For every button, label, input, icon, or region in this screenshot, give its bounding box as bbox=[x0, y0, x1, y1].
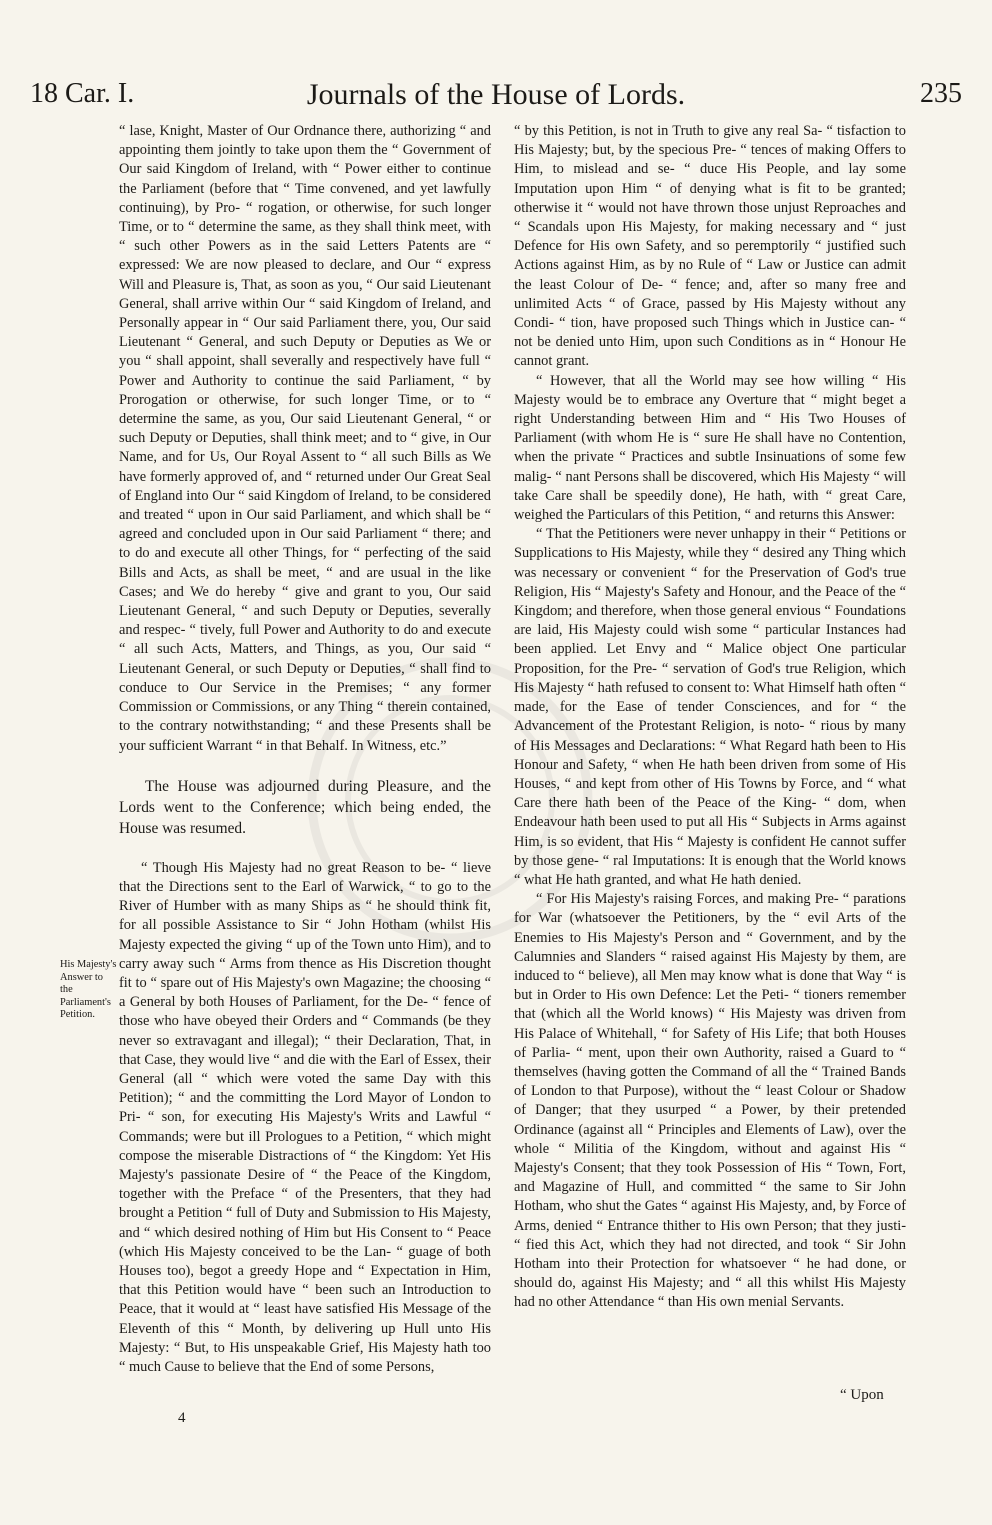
right-column bbox=[514, 122, 906, 1313]
margin-note: His Majesty's Answer to the Parliament's Petition. bbox=[60, 959, 117, 1021]
commission-text: “ lase, Knight, Master of Our Ordnance there, authorizing “ and appointing them jointly to take upon them the “ Government of Our said Kingdom of Ireland, with “ Power either to continue the Parliament (before that “ Time convened, and yet lawfully continuing), by Pro- “ rogation, or otherwise, for such longer Time, or to “ determine the same, as they shall think meet, with “ such other Powers as in the said Letters Patents are “ expressed: We are now pleased to declare, and Our “ express Will and Pleasure is, That, as soon as you, “ Our said Lieutenant General, shall arrive within Our “ said Kingdom of Ireland, and Personally appear in “ Our said Parliament there, you, Our said Lieutenant “ General, and such Deputy or Deputies as We or you “ shall appoint, shall severally and respectively have full “ Power and Authority to continue the said Parliament, “ by Prorogation or otherwise, for such longer Time, or to “ determine the same, as you, Our said Lieutenant General, “ or such Deputy or Deputies, shall think meet; and to “ give, in Our Name, and for Us, Our Royal Assent to “ all such Bills as We have formerly approved of, and “ returned under Our Great Seal of England into Our “ said Kingdom of Ireland, to be considered and treated “ upon in Our said Parliament, and which shall be “ agreed and concluded upon in Our said Parliament “ there; and to do and execute all other Things, for “ perfecting of the said Bills and Acts, as shall be meet, “ and are usual in the like Cases; and We do hereby “ give and grant to you, Our said Lieutenant General, “ and such Deputy or Deputies, severally and respec- “ tively, full Power and Authority to do and execute “ all such Acts, Matters, and Things, as you, Our said “ Lieutenant General, or such Deputy or Deputies, “ shall find to conduce to Our Service in the Premises; “ any former Commission or Commissions, or any Thing “ therein contained, to the contrary notwithstanding; “ and these Presents shall be your sufficient Warrant “ in that Behalf. In Witness, etc.” bbox=[119, 123, 491, 754]
answer-paragraph-1: “ by this Petition, is not in Truth to give any real Sa- “ tisfaction to His Majesty; but, by the specious Pre- “ tences of making Offers to Him, to mislead and se- “ duce His People, and lay some Imputation upon Him “ of denying what is fit to be granted; otherwise it “ would not have thrown those unjust Reproaches and “ Scandals upon His Majesty, for making necessary and “ just Defence for His own Safety, and so peremptorily “ justified such Actions against Him, as by no Rule of “ Law or Justice can admit the least Colour of De- “ fence; and, after so many free and unlimited Acts “ of Grace, passed by His Majesty without any Condi- “ tion, have proposed such Things which in Justice can- “ not be denied unto Him, upon such Conditions as in “ Honour He cannot grant. bbox=[514, 123, 906, 370]
catchword: “ Upon bbox=[840, 1387, 884, 1403]
answer-paragraph-2: “ However, that all the World may see how willing “ His Majesty would be to embrace any Overture that “ might beget a right Understanding between Him and “ His Two Houses of Parliament (with whom He is “ sure He shall have no Contention, when the private “ Practices and subtle Insinuations of some few malig- “ nant Persons shall be discovered, which His Majesty “ will take Care shall be speedily done), He hath, with “ great Care, weighed the Particulars of this Petition, “ and returns this Answer: bbox=[514, 372, 906, 524]
answer-paragraph-4: “ For His Majesty's raising Forces, and making Pre- “ parations for War (whatsoever the Petitioners, by the “ evil Arts of the Enemies to His Majesty's Person and “ Government, and by the Calumnies and Slanders “ raised against His Majesty by them, are induced to “ believe), all Men may know what is done that Way “ is but in Order to His own Defence: Let the Peti- “ tioners remember that (which all the World knows) “ His Majesty was driven from His Palace of Whitehall, “ for Safety of His Life; that both Houses of Parlia- “ ment, upon their own Authority, raised a Guard to “ themselves (having gotten the Command of all the “ Trained Bands of London to that Purpose), without the “ least Colour or Shadow of Danger; that they usurped “ a Power, by their pretended Ordinance (against all “ Principles and Elements of Law), over the whole “ Militia of the Kingdom, without and against His “ Majesty's Consent; that they took Possession of His “ Town, Fort, and Magazine of Hull, and committed “ the same to Sir John Hotham, who shut the Gates “ against His Majesty, and, by Force of Arms, denied “ Entrance thither to His own Person; that they justi- “ fied this Act, which they had not directed, and took “ Sir John Hotham into their Protection for whatsoever “ he had done, or should do, against His Majesty; and “ all this whilst His Majesty had no other Attendance “ than His own menial Servants. bbox=[514, 891, 906, 1311]
running-header bbox=[30, 78, 962, 118]
page-number: 235 bbox=[920, 78, 962, 109]
adjournment-paragraph: The House was adjourned during Pleasure, and the Lords went to the Conference; which being ended, the House was resumed. bbox=[119, 777, 491, 837]
signature-mark: 4 bbox=[178, 1410, 186, 1426]
answer-opening-paragraph: “ Though His Majesty had no great Reason to be- “ lieve that the Directions sent to the Earl of Warwick, “ to go to the River of Humber with as many Ships as “ he should think fit, for all possible Assistance to Sir “ John Hotham (whilst His Majesty expected the giving “ up of the Town unto Him), and to carry away such “ Arms from thence as His Discretion thought fit to “ spare out of His Majesty's own Magazine; the choosing “ a General by both Houses of Parliament, for the De- “ fence of those who have obeyed their Orders and “ Commands (be they never so extravagant and illegal); “ their Declaration, That, in that Case, they would live “ and die with the Earl of Essex, their General (all “ which were voted the same Day with this Petition); “ and the committing the Lord Mayor of London to Pri- “ son, for executing His Majesty's Writs and Lawful “ Commands; were but ill Prologues to a Petition, “ which might compose the miserable Distractions of “ the Kingdom: Yet His Majesty's passionate Desire of “ the Peace of the Kingdom, together with the Preface “ of the Presenters, that they had brought a Petition “ full of Duty and Submission to His Majesty, and “ which desired nothing of Him but His Consent to “ Peace (which His Majesty conceived to be the Lan- “ guage of both Houses too), begot a greedy Hope and “ Expectation in Him, that this Petition would have “ been such an Introduction to Peace, that it would at “ least have satisfied His Message of the Eleventh of this “ Month, by delivering up Hull unto His Majesty: “ But, to His unspeakable Grief, His Majesty hath too “ much Cause to believe that the End of some Persons, bbox=[119, 859, 491, 1375]
regnal-year: 18 Car. I. bbox=[30, 78, 135, 109]
journal-title: Journals of the House of Lords. bbox=[306, 78, 686, 111]
answer-paragraph-3: “ That the Petitioners were never unhappy in their “ Petitions or Supplications to His Majesty, while they “ desired any Thing which was necessary or convenient “ for the Preservation of God's true Religion, His “ Majesty's Safety and Honour, and the Peace of the “ Kingdom; and therefore, when those general envious “ Foundations are laid, His Majesty could wish some “ particular Instances had been applied. Let Envy and “ Malice object One particular Proposition, for the Pre- “ servation of God's true Religion, which His Majesty “ hath refused to consent to: What Himself hath often “ made, for the Ease of tender Consciences, and for “ the Advancement of the Protestant Religion, is noto- “ rious by many of His Messages and Declarations: “ What Regard hath been to His Honour and Safety, “ when He hath been driven from some of His Houses, “ and kept from other of His Towns by Force, and “ what Care there hath been of the Peace of the King- “ dom, when Endeavour hath been used to put all His “ Subjects in Arms against Him, is so evident, that His “ Majesty is confident He cannot suffer by those gene- “ ral Imputations: It is enough that the World knows “ what He hath granted, and what He hath denied. bbox=[514, 526, 906, 888]
left-column bbox=[119, 122, 491, 1377]
